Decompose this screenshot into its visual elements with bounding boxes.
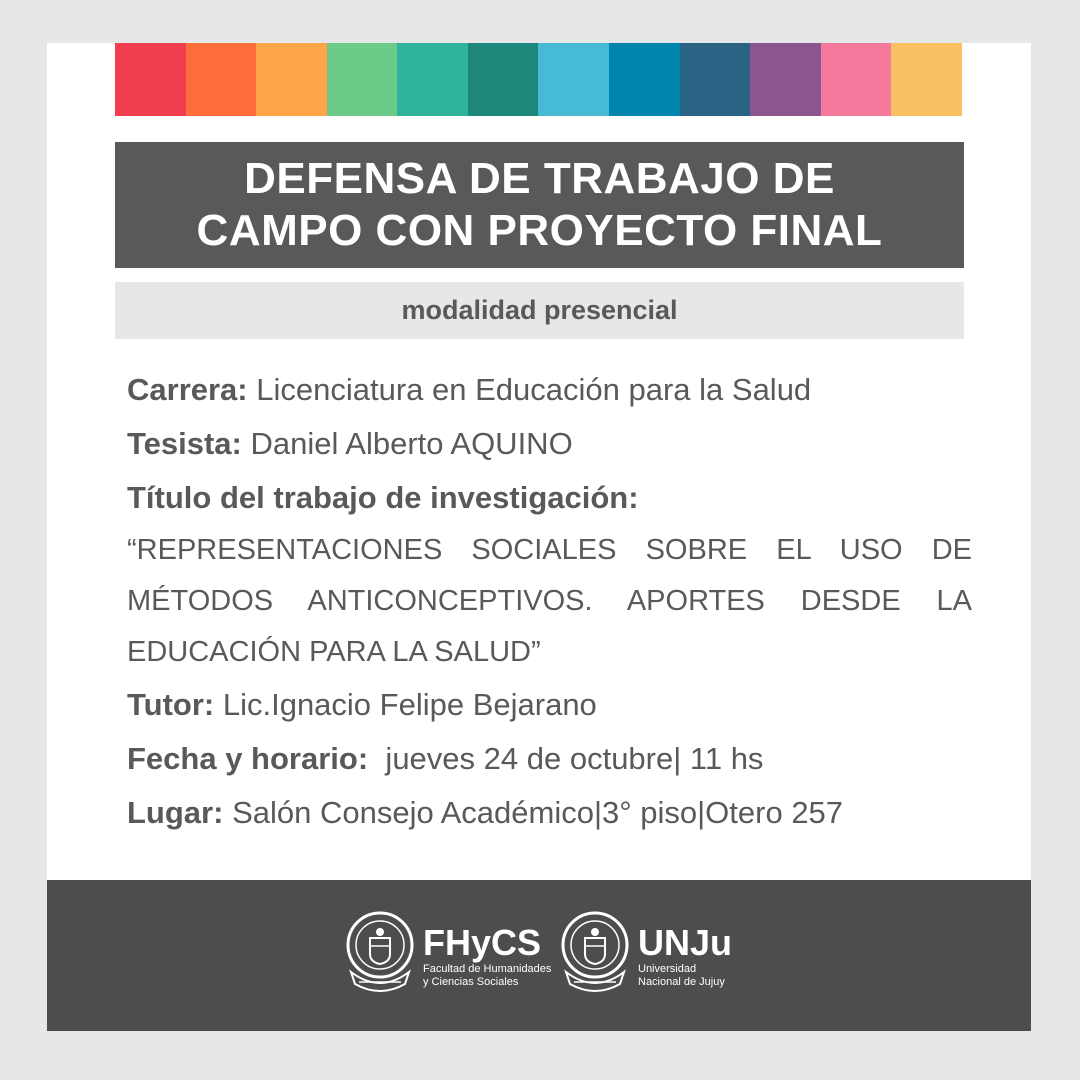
- color-swatch-2: [186, 43, 257, 116]
- unju-subtitle-1: Universidad: [638, 963, 697, 975]
- color-swatch-7: [538, 43, 609, 116]
- color-stripe-bar: [115, 43, 962, 116]
- fhycs-name: FHyCS: [423, 922, 542, 963]
- title-banner: [115, 142, 964, 268]
- unju-subtitle-2: Nacional de Jujuy: [638, 976, 725, 988]
- modality-text: modalidad presencial: [401, 295, 678, 325]
- event-details: [127, 363, 972, 840]
- footer-bar: [47, 880, 1031, 1031]
- color-swatch-8: [609, 43, 680, 116]
- titulo-label: Título del trabajo de investigación:: [127, 480, 639, 515]
- color-swatch-4: [327, 43, 398, 116]
- modality-banner: [115, 282, 964, 339]
- fecha-row: [127, 732, 972, 786]
- fecha-label: Fecha y horario:: [127, 741, 369, 776]
- carrera-row: [127, 363, 972, 417]
- titulo-row: [127, 471, 972, 525]
- color-swatch-5: [397, 43, 468, 116]
- color-swatch-3: [256, 43, 327, 116]
- tesista-row: [127, 417, 972, 471]
- color-swatch-12: [891, 43, 962, 116]
- color-swatch-10: [750, 43, 821, 116]
- tesista-label: Tesista:: [127, 426, 242, 461]
- tutor-value: Lic.Ignacio Felipe Bejarano: [222, 687, 597, 722]
- fhycs-logo: [345, 910, 551, 1002]
- unju-logo: [560, 910, 732, 1002]
- title-line-2: CAMPO CON PROYECTO FINAL: [196, 206, 883, 255]
- carrera-value: Licenciatura en Educación para la Salud: [256, 372, 812, 407]
- color-swatch-9: [680, 43, 751, 116]
- color-swatch-1: [115, 43, 186, 116]
- color-swatch-11: [821, 43, 892, 116]
- fecha-value: jueves 24 de octubre| 11 hs: [376, 741, 764, 776]
- thesis-title: “REPRESENTACIONES SOCIALES SOBRE EL USO DE MÉTODOS ANTICONCEPTIVOS. APORTES DESDE LA EDUCACIÓN PARA LA SALUD”: [127, 534, 972, 668]
- flyer-card: [47, 43, 1031, 1031]
- lugar-value: Salón Consejo Académico|3° piso|Otero 257: [232, 795, 844, 830]
- lugar-label: Lugar:: [127, 795, 224, 830]
- tutor-row: [127, 678, 972, 732]
- university-seal-icon: [560, 910, 630, 1002]
- fhycs-subtitle-1: Facultad de Humanidades: [423, 963, 552, 975]
- fhycs-subtitle-2: y Ciencias Sociales: [423, 976, 519, 988]
- title-line-1: DEFENSA DE TRABAJO DE: [244, 154, 835, 203]
- lugar-row: [127, 786, 972, 840]
- unju-name: UNJu: [638, 922, 733, 963]
- color-swatch-6: [468, 43, 539, 116]
- university-seal-icon: [345, 910, 415, 1002]
- tutor-label: Tutor:: [127, 687, 215, 722]
- tesista-value: Daniel Alberto AQUINO: [250, 426, 573, 461]
- carrera-label: Carrera:: [127, 372, 248, 407]
